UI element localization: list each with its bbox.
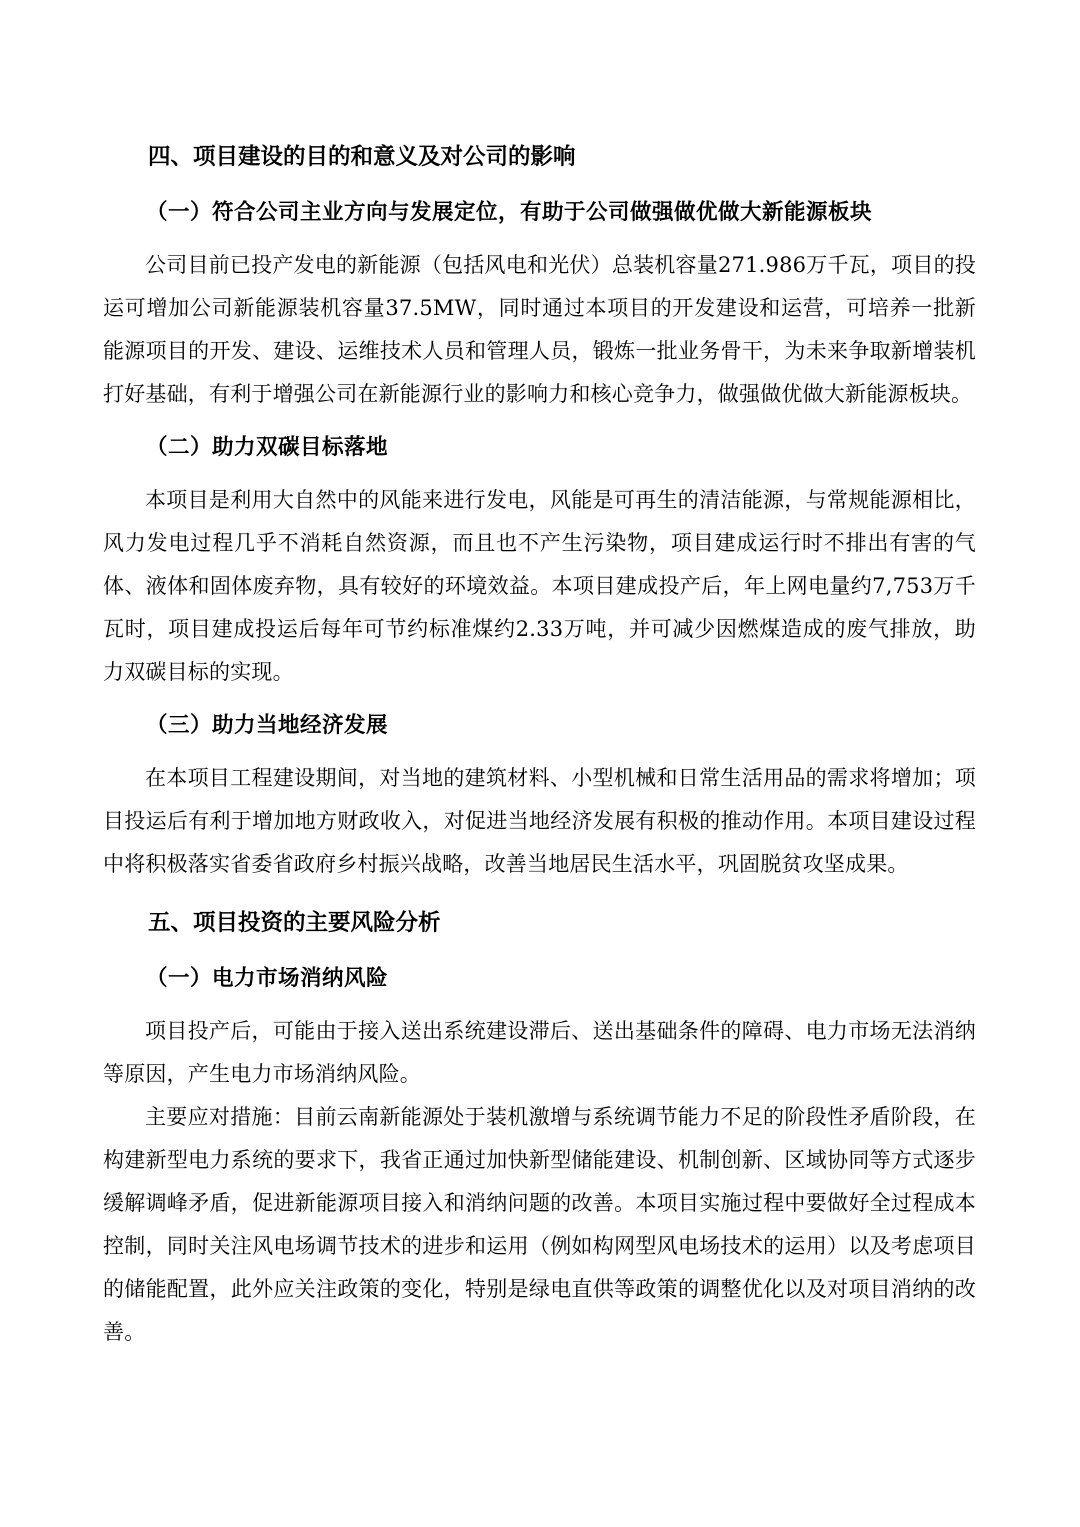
subsection-title-4-2: （二）助力双碳目标落地 (146, 435, 389, 460)
paragraph: 公司目前已投产发电的新能源（包括风电和光伏）总装机容量271.986万千瓦，项目的投运可增加公司新能源装机容量37.5MW，同时通过本项目的开发建设和运营，可培养一批新能源项目的开发、建设、运维技术人员和管理人员，锻炼一批业务骨干，为未来争取新增装机打好基础，有利于增强公司在新能源行业的影响力和核心竞争力，做强做优做大新能源板块。 (103, 253, 976, 406)
paragraph: 在本项目工程建设期间，对当地的建筑材料、小型机械和日常生活用品的需求将增加；项目投运后有利于增加地方财政收入，对促进当地经济发展有积极的推动作用。本项目建设过程中将积极落实省委省政府乡村振兴战略，改善当地居民生活水平，巩固脱贫攻坚成果。 (103, 766, 976, 876)
paragraph: 本项目是利用大自然中的风能来进行发电，风能是可再生的清洁能源，与常规能源相比，风力发电过程几乎不消耗自然资源，而且也不产生污染物，项目建成运行时不排出有害的气体、液体和固体废弃物，具有较好的环境效益。本项目建成投产后，年上网电量约7,753万千瓦时，项目建成投运后每年可节约标准煤约2.33万吨，并可减少因燃煤造成的废气排放，助力双碳目标的实现。 (103, 488, 976, 684)
subsection-title-4-3: （三）助力当地经济发展 (146, 713, 389, 738)
subsection-title-5-1: （一）电力市场消纳风险 (146, 966, 389, 991)
paragraph: 主要应对措施：目前云南新能源处于装机激增与系统调节能力不足的阶段性矛盾阶段，在构建新型电力系统的要求下，我省正通过加快新型储能建设、机制创新、区域协同等方式逐步缓解调峰矛盾，促进新能源项目接入和消纳问题的改善。本项目实施过程中要做好全过程成本控制，同时关注风电场调节技术的进步和运用（例如构网型风电场技术的运用）以及考虑项目的储能配置，此外应关注政策的变化，特别是绿电直供等政策的调整优化以及对项目消纳的改善。 (103, 1105, 976, 1344)
paragraph: 项目投产后，可能由于接入送出系统建设滞后、送出基础条件的障碍、电力市场无法消纳等原因，产生电力市场消纳风险。 (103, 1019, 976, 1086)
section-heading-4: 四、项目建设的目的和意义及对公司的影响 (148, 144, 576, 170)
section-heading-5: 五、项目投资的主要风险分析 (148, 910, 441, 936)
subsection-title-4-1: （一）符合公司主业方向与发展定位，有助于公司做强做优做大新能源板块 (146, 200, 873, 225)
